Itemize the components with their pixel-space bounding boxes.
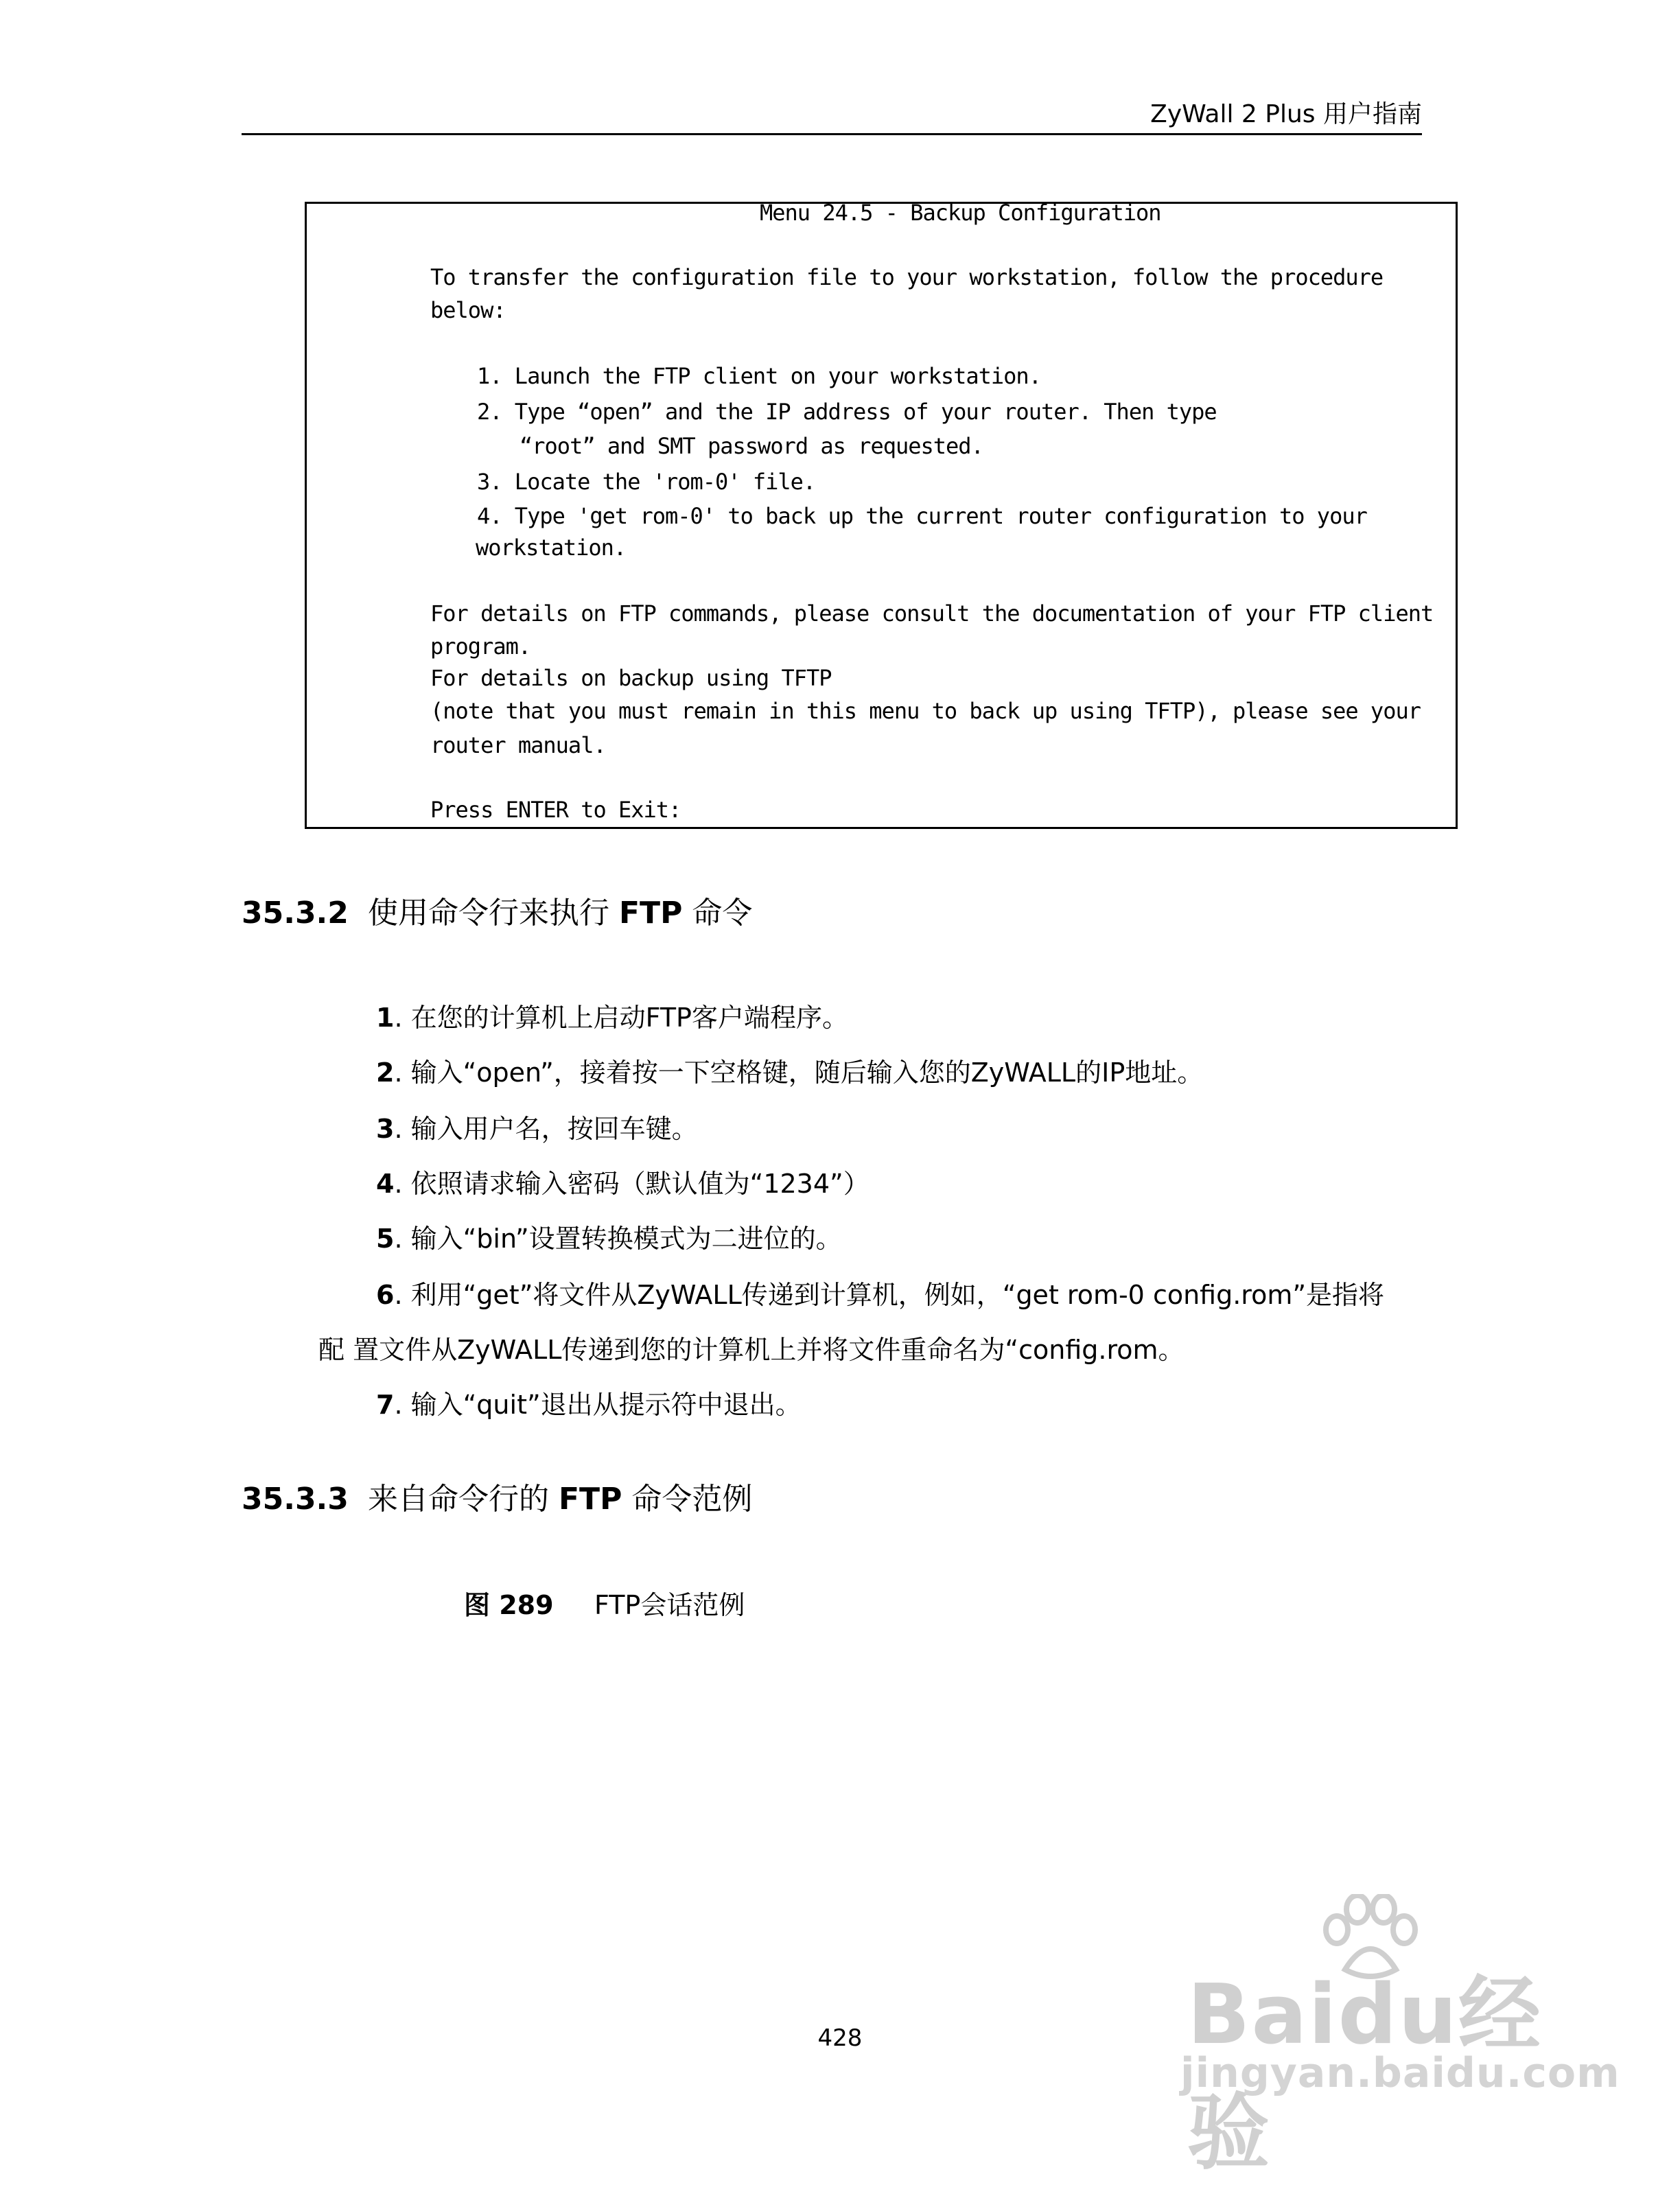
watermark-brand: Baidu经验 bbox=[1187, 1967, 1542, 2181]
step-continuation bbox=[318, 1329, 1185, 1366]
terminal-line: (note that you must remain in this menu to back up using TFTP), please see your bbox=[430, 698, 1421, 724]
page-header bbox=[242, 95, 1422, 135]
terminal-line: 3. Locate the 'rom-0' file. bbox=[477, 469, 816, 495]
terminal-line: 2. Type “open” and the IP address of your router. Then type bbox=[477, 399, 1217, 425]
step-text: 依照请求输入密码（默认值为“1234”） bbox=[410, 1169, 870, 1199]
page-number: 428 bbox=[817, 2024, 863, 2052]
step-number: 6 bbox=[376, 1280, 395, 1310]
terminal-line: To transfer the configuration file to your workstation, follow the procedure bbox=[430, 264, 1384, 290]
terminal-line: 1. Launch the FTP client on your workstation. bbox=[477, 363, 1041, 389]
section-title-suffix: 命令范例 bbox=[631, 1482, 753, 1517]
section-title bbox=[368, 896, 752, 931]
step-item: 7. 输入“quit”退出从提示符中退出。 bbox=[376, 1390, 802, 1420]
terminal-line: below: bbox=[430, 297, 506, 323]
baidu-watermark bbox=[1180, 1894, 1620, 2181]
step-text: 配 置文件从ZyWALL传递到您的计算机上并将文件重命名为“config.rom。 bbox=[318, 1335, 1185, 1365]
section-title-bold: FTP bbox=[619, 896, 683, 931]
step-item: 6. 利用“get”将文件从ZyWALL传递到计算机，例如，“get rom-0 config.rom”是指将 bbox=[376, 1280, 1385, 1310]
terminal-line: workstation. bbox=[476, 535, 627, 561]
step-number: 2 bbox=[376, 1058, 395, 1088]
step-text: 输入用户名，按回车键。 bbox=[410, 1114, 698, 1144]
terminal-title: Menu 24.5 - Backup Configuration bbox=[760, 200, 1161, 226]
step-number: 5 bbox=[376, 1224, 395, 1254]
terminal-line: 4. Type 'get rom-0' to back up the current router configuration to your bbox=[477, 503, 1367, 529]
step-text: 输入“bin”设置转换模式为二进位的。 bbox=[410, 1224, 842, 1254]
step-text: 在您的计算机上启动FTP客户端程序。 bbox=[410, 1003, 848, 1033]
step-text: 输入“open”，接着按一下空格键，随后输入您的ZyWALL的IP地址。 bbox=[410, 1058, 1204, 1088]
section-title-prefix: 使用命令行来执行 bbox=[368, 896, 609, 931]
step-item: 3. 输入用户名，按回车键。 bbox=[376, 1114, 698, 1144]
watermark-url: jingyan.baidu.com bbox=[1180, 2049, 1620, 2097]
terminal-line: router manual. bbox=[430, 732, 606, 758]
section-heading-35-3-2 bbox=[242, 888, 752, 932]
terminal-line: For details on FTP commands, please consult the documentation of your FTP client bbox=[430, 600, 1434, 627]
figure-label: 图 289 bbox=[464, 1590, 554, 1620]
step-item: 5. 输入“bin”设置转换模式为二进位的。 bbox=[376, 1224, 842, 1254]
step-item: 4. 依照请求输入密码（默认值为“1234”） bbox=[376, 1169, 870, 1199]
section-title bbox=[368, 1482, 752, 1517]
header-title: ZyWall 2 Plus 用户指南 bbox=[1150, 100, 1422, 128]
step-item: 2. 输入“open”，接着按一下空格键，随后输入您的ZyWALL的IP地址。 bbox=[376, 1058, 1204, 1088]
step-number: 4 bbox=[376, 1169, 395, 1199]
terminal-line: For details on backup using TFTP bbox=[430, 665, 832, 691]
terminal-line: “root” and SMT password as requested. bbox=[520, 433, 983, 459]
step-number: 1 bbox=[376, 1003, 395, 1033]
section-title-suffix: 命令 bbox=[692, 896, 753, 931]
section-heading-35-3-3 bbox=[242, 1474, 752, 1518]
section-number: 35.3.2 bbox=[242, 896, 349, 931]
terminal-prompt: Press ENTER to Exit: bbox=[430, 797, 681, 823]
step-text: 利用“get”将文件从ZyWALL传递到计算机，例如，“get rom-0 config.rom”是指将 bbox=[410, 1280, 1385, 1310]
section-title-bold: FTP bbox=[559, 1482, 622, 1517]
step-item: 1. 在您的计算机上启动FTP客户端程序。 bbox=[376, 1003, 848, 1033]
figure-caption bbox=[464, 1584, 745, 1622]
figure-caption-text: FTP会话范例 bbox=[594, 1590, 745, 1620]
step-text: 输入“quit”退出从提示符中退出。 bbox=[410, 1390, 802, 1420]
step-number: 3 bbox=[376, 1114, 395, 1144]
step-number: 7 bbox=[376, 1390, 395, 1420]
terminal-screenshot bbox=[305, 202, 1458, 829]
terminal-line: program. bbox=[430, 633, 531, 659]
section-number: 35.3.3 bbox=[242, 1482, 349, 1517]
section-title-prefix: 来自命令行的 bbox=[368, 1482, 549, 1517]
